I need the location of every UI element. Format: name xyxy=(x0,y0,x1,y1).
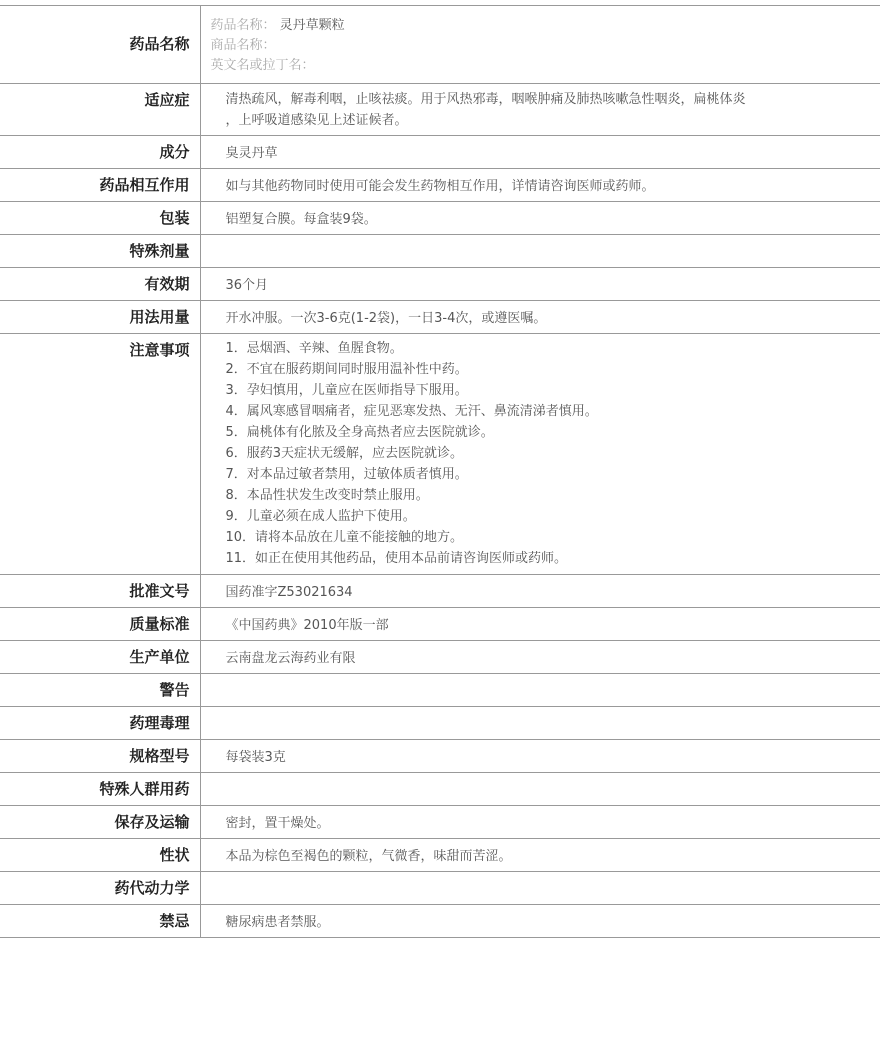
label-description: 性状 xyxy=(0,839,200,872)
row-pharmacology xyxy=(0,707,880,740)
label-specification: 规格型号 xyxy=(0,740,200,773)
row-approval xyxy=(0,575,880,608)
value-description: 本品为棕色至褐色的颗粒，气微香，味甜而苦涩。 xyxy=(225,849,512,864)
value-precautions xyxy=(200,334,880,575)
precaution-item: 11．如正在使用其他药品，使用本品前请咨询医师或药师。 xyxy=(225,551,568,566)
row-storage xyxy=(0,806,880,839)
value-special-dosage xyxy=(200,235,880,268)
row-specification xyxy=(0,740,880,773)
label-manufacturer: 生产单位 xyxy=(0,641,200,674)
precaution-item: 10．请将本品放在儿童不能接触的地方。 xyxy=(225,530,464,545)
value-quality-standard: 《中国药典》2010年版一部 xyxy=(225,618,389,633)
label-contraindications: 禁忌 xyxy=(0,905,200,938)
value-indication xyxy=(200,84,880,136)
row-drug-name xyxy=(0,6,880,84)
label-shelf-life: 有效期 xyxy=(0,268,200,301)
row-packaging xyxy=(0,202,880,235)
label-ingredients: 成分 xyxy=(0,136,200,169)
row-shelf-life xyxy=(0,268,880,301)
label-interactions: 药品相互作用 xyxy=(0,169,200,202)
row-indication xyxy=(0,84,880,136)
value-pharmacology xyxy=(200,707,880,740)
value-special-population xyxy=(200,773,880,806)
precaution-item: 4．属风寒感冒咽痛者，症见恶寒发热、无汗、鼻流清涕者慎用。 xyxy=(225,404,598,419)
row-pharmacokinetics xyxy=(0,872,880,905)
drug-spec-table xyxy=(0,5,880,938)
value-usage: 开水冲服。一次3-6克(1-2袋)，一日3-4次，或遵医嘱。 xyxy=(225,311,547,326)
value-ingredients: 臭灵丹草 xyxy=(225,146,278,161)
row-precautions xyxy=(0,334,880,575)
precaution-item: 9．儿童必须在成人监护下使用。 xyxy=(225,509,416,524)
value-pharmacokinetics xyxy=(200,872,880,905)
value-warning xyxy=(200,674,880,707)
precaution-item: 6．服药3天症状无缓解，应去医院就诊。 xyxy=(225,446,464,461)
value-packaging: 铝塑复合膜。每盒装9袋。 xyxy=(225,212,377,227)
row-contraindications xyxy=(0,905,880,938)
row-interactions xyxy=(0,169,880,202)
row-quality-standard xyxy=(0,608,880,641)
value-approval: 国药准字Z53021634 xyxy=(225,585,353,600)
english-name-key: 英文名或拉丁名： xyxy=(210,58,315,73)
precaution-item: 3．孕妇慎用，儿童应在医师指导下服用。 xyxy=(225,383,468,398)
label-special-dosage: 特殊剂量 xyxy=(0,235,200,268)
row-manufacturer xyxy=(0,641,880,674)
label-quality-standard: 质量标准 xyxy=(0,608,200,641)
label-warning: 警告 xyxy=(0,674,200,707)
value-interactions: 如与其他药物同时使用可能会发生药物相互作用，详情请咨询医师或药师。 xyxy=(225,179,655,194)
label-pharmacology: 药理毒理 xyxy=(0,707,200,740)
label-special-population: 特殊人群用药 xyxy=(0,773,200,806)
label-packaging: 包装 xyxy=(0,202,200,235)
trade-name-line xyxy=(211,36,871,56)
generic-name-value: 灵丹草颗粒 xyxy=(279,18,345,33)
value-shelf-life: 36个月 xyxy=(225,278,269,293)
precaution-item: 8．本品性状发生改变时禁止服用。 xyxy=(225,488,429,503)
indication-line-1: 清热疏风，解毒利咽，止咳祛痰。用于风热邪毒，咽喉肿痛及肺热咳嗽急性咽炎，扁桃体炎 xyxy=(225,92,746,107)
label-drug-name: 药品名称 xyxy=(0,6,200,84)
trade-name-key: 商品名称： xyxy=(210,38,276,53)
value-specification: 每袋装3克 xyxy=(225,750,286,765)
row-warning xyxy=(0,674,880,707)
precaution-item: 7．对本品过敏者禁用，过敏体质者慎用。 xyxy=(225,467,468,482)
value-manufacturer: 云南盘龙云海药业有限 xyxy=(225,651,356,666)
row-special-population xyxy=(0,773,880,806)
value-drug-name xyxy=(200,6,880,84)
row-description xyxy=(0,839,880,872)
english-name-line xyxy=(211,56,871,76)
indication-line-2: ，上呼吸道感染见上述证候者。 xyxy=(225,113,408,128)
row-special-dosage xyxy=(0,235,880,268)
row-ingredients xyxy=(0,136,880,169)
value-contraindications: 糖尿病患者禁服。 xyxy=(225,915,330,930)
label-storage: 保存及运输 xyxy=(0,806,200,839)
precaution-item: 5．扁桃体有化脓及全身高热者应去医院就诊。 xyxy=(225,425,494,440)
label-precautions: 注意事项 xyxy=(0,334,200,575)
label-indication: 适应症 xyxy=(0,84,200,136)
precaution-item: 2．不宜在服药期间同时服用温补性中药。 xyxy=(225,362,468,377)
generic-name-key: 药品名称： xyxy=(210,18,276,33)
label-approval: 批准文号 xyxy=(0,575,200,608)
generic-name-line xyxy=(211,16,871,36)
value-storage: 密封，置干燥处。 xyxy=(225,816,330,831)
label-usage: 用法用量 xyxy=(0,301,200,334)
label-pharmacokinetics: 药代动力学 xyxy=(0,872,200,905)
precaution-item: 1．忌烟酒、辛辣、鱼腥食物。 xyxy=(225,341,403,356)
row-usage xyxy=(0,301,880,334)
